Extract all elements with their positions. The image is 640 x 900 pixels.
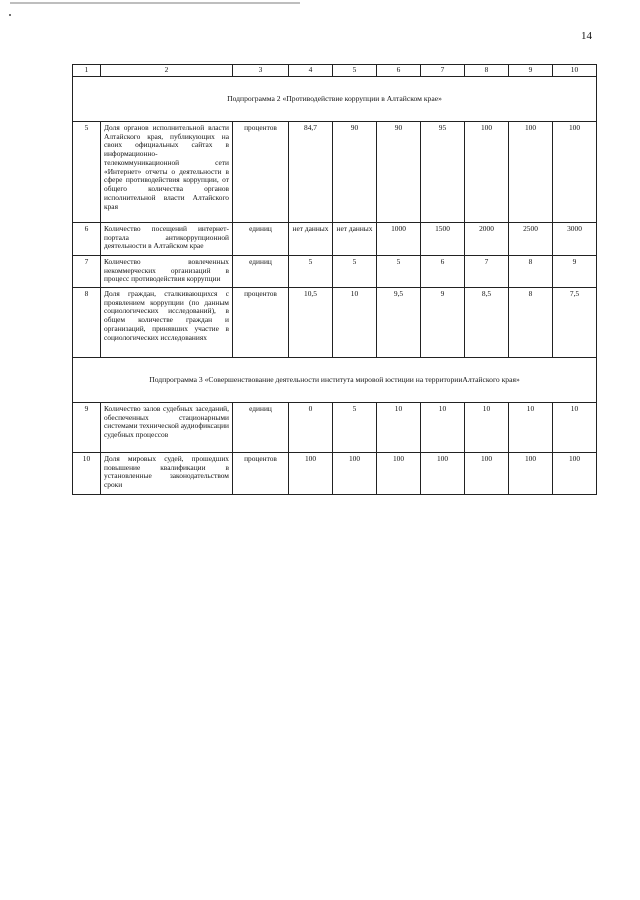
column-number: 3	[233, 65, 289, 77]
value-cell: 7	[465, 256, 509, 288]
table-row	[73, 122, 597, 223]
column-number: 10	[553, 65, 597, 77]
row-number: 7	[73, 256, 101, 288]
table-row	[73, 288, 597, 358]
value-cell: 7,5	[553, 288, 597, 358]
value-cell: 5	[289, 256, 333, 288]
value-cell: 5	[377, 256, 421, 288]
value-cell: 2000	[465, 223, 509, 256]
row-number: 8	[73, 288, 101, 358]
value-cell: 8	[509, 288, 553, 358]
row-number: 6	[73, 223, 101, 256]
value-cell: 100	[553, 453, 597, 495]
page-number: 14	[581, 30, 592, 42]
unit-cell: процентов	[233, 288, 289, 358]
value-cell: 9,5	[377, 288, 421, 358]
indicator-name: Количество вовлеченных некоммерческих организаций в процесс противодействия коррупции	[101, 256, 233, 288]
value-cell: 90	[377, 122, 421, 223]
value-cell: 9	[421, 288, 465, 358]
indicator-name: Доля органов исполнительной власти Алтайского края, публикующих на своих официальных сайтах в информационно-телекоммуникационной сети «Интернет» отчеты о деятельности в сфере противодействия коррупции, от общего количества органов исполнительной власти Алтайского края	[101, 122, 233, 223]
row-number: 9	[73, 403, 101, 453]
unit-cell: процентов	[233, 453, 289, 495]
table-row	[73, 223, 597, 256]
value-cell: 10	[465, 403, 509, 453]
value-cell: 5	[333, 256, 377, 288]
value-cell: 90	[333, 122, 377, 223]
value-cell: 95	[421, 122, 465, 223]
value-cell: 0	[289, 403, 333, 453]
value-cell: 10	[333, 288, 377, 358]
column-number: 8	[465, 65, 509, 77]
value-cell: 5	[333, 403, 377, 453]
indicator-name: Доля мировых судей, прошедших повышение квалификации в установленные законодательством сроки	[101, 453, 233, 495]
value-cell: 6	[421, 256, 465, 288]
value-cell: нет данных	[333, 223, 377, 256]
value-cell: 1500	[421, 223, 465, 256]
value-cell: 8	[509, 256, 553, 288]
indicators-table	[72, 64, 597, 495]
unit-cell: единиц	[233, 223, 289, 256]
value-cell: 10	[553, 403, 597, 453]
indicator-name: Количество залов судебных заседаний, обеспеченных стационарными системами технической аудиофиксации судебных процессов	[101, 403, 233, 453]
value-cell: 3000	[553, 223, 597, 256]
table-row	[73, 256, 597, 288]
row-number: 5	[73, 122, 101, 223]
subprogram-heading-row	[73, 77, 597, 122]
value-cell: 100	[465, 122, 509, 223]
unit-cell: единиц	[233, 403, 289, 453]
value-cell: 100	[377, 453, 421, 495]
value-cell: 10	[509, 403, 553, 453]
value-cell: 100	[333, 453, 377, 495]
value-cell: 10	[421, 403, 465, 453]
column-number: 9	[509, 65, 553, 77]
unit-cell: процентов	[233, 122, 289, 223]
value-cell: 100	[509, 122, 553, 223]
row-number: 10	[73, 453, 101, 495]
value-cell: 9	[553, 256, 597, 288]
subprogram-heading-row	[73, 358, 597, 403]
value-cell: 100	[465, 453, 509, 495]
value-cell: 8,5	[465, 288, 509, 358]
scan-artifact-dot	[9, 14, 11, 16]
indicator-name: Количество посещений интернет-портала антикоррупционной деятельности в Алтайском крае	[101, 223, 233, 256]
value-cell: нет данных	[289, 223, 333, 256]
column-number: 1	[73, 65, 101, 77]
unit-cell: единиц	[233, 256, 289, 288]
column-number: 4	[289, 65, 333, 77]
value-cell: 2500	[509, 223, 553, 256]
table-row	[73, 403, 597, 453]
value-cell: 10	[377, 403, 421, 453]
scan-artifact-line	[10, 2, 300, 4]
column-number: 6	[377, 65, 421, 77]
value-cell: 10,5	[289, 288, 333, 358]
table-row	[73, 453, 597, 495]
value-cell: 100	[289, 453, 333, 495]
subprogram-title: Подпрограмма 2 «Противодействие коррупции в Алтайском крае»	[73, 77, 597, 122]
value-cell: 100	[421, 453, 465, 495]
value-cell: 1000	[377, 223, 421, 256]
indicator-name: Доля граждан, сталкивающихся с проявлением коррупции (по данным социологических исследований), в общем количестве граждан и организаций, принявших участие в социологических исследованиях	[101, 288, 233, 358]
column-number-row	[73, 65, 597, 77]
column-number: 7	[421, 65, 465, 77]
value-cell: 100	[553, 122, 597, 223]
value-cell: 84,7	[289, 122, 333, 223]
subprogram-title: Подпрограмма 3 «Совершенствование деятельности института мировой юстиции на территорииАлтайского края»	[73, 358, 597, 403]
value-cell: 100	[509, 453, 553, 495]
column-number: 2	[101, 65, 233, 77]
column-number: 5	[333, 65, 377, 77]
